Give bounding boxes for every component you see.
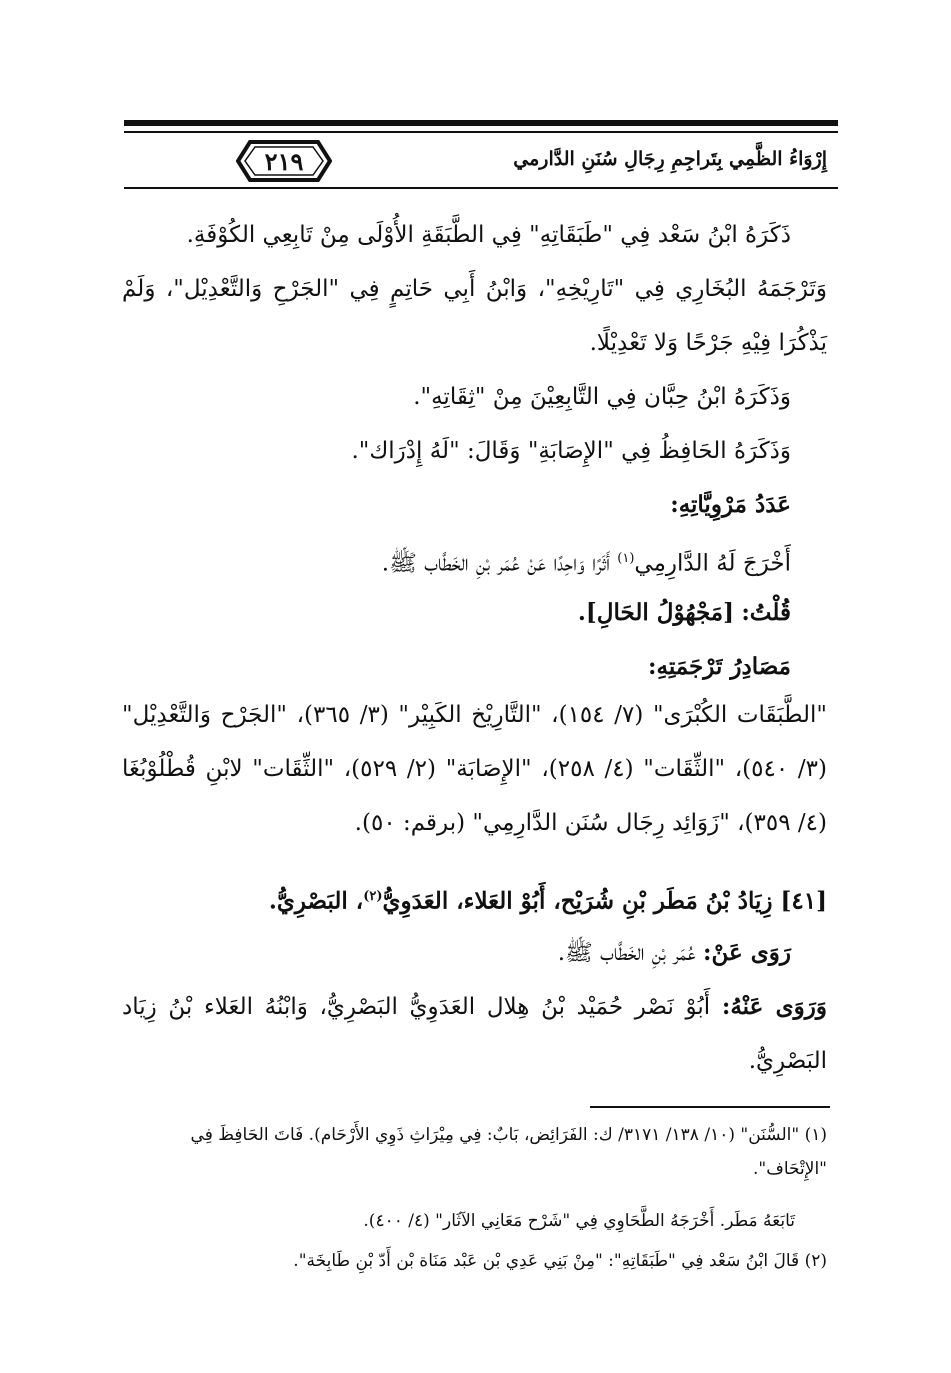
narrated-from-value: عُمَر بْنِ الخَطَّاب ﷺ. [557,940,696,966]
paragraph-ibn-hibban: وَذَكَرَهُ ابْنُ حِبَّان فِي التَّابِعِيْنَ مِنْ "ثِقَاتِهِ". [413,384,791,410]
footnote-1: (١) "السُّنَن" (١٠/ ١٣٨/ ٣١٧١/ ك: الفَرَائِض، بَابٌ: فِي مِيْرَاثِ ذَوِي الأَرْحَام). فَاتَ الحَافِظَ فِي "الإِتْحَاف". [190,1125,827,1179]
entry-title: زِيَادُ بْنُ مَطَر بْنِ شُرَيْح، أَبُوْ العَلاء، العَدَوِيُّ [382,887,773,915]
footnote-separator [590,1106,830,1108]
footnote-ref-2[interactable]: (٢) [363,889,383,904]
paragraph-darimi-narration [382,532,791,591]
qult-label: قُلْتُ: [741,599,791,626]
paragraph-narrated-from [558,926,791,980]
heading-sources: مَصَادِرُ تَرْجَمَتِهِ: [648,653,791,680]
entry-title-rest: ، البَصْرِيُّ. [268,887,364,915]
entry-number: [٤١] [780,887,827,915]
header-rule-thin [124,131,838,133]
header-rule-thick [124,120,838,126]
paragraph-narrated-by [122,980,827,1088]
footnote-1-continued: تَابَعَهُ مَطَر. أَخْرَجَهُ الطَّحَاوِي فِي "شَرْح مَعَانِي الآثَار" (٤/ ٤٠٠). [363,1211,795,1231]
heading-narrations-count: عَدَدُ مَرْوِيَّاتِهِ: [670,491,791,518]
footnote-2: (٢) قَالَ ابْنُ سَعْد فِي "طَبَقَاتِهِ": "مِنْ بَنِي عَدِي بْن عَبْد مَنَاة بْن أَدّ بْنِ طَابِخَة". [293,1251,827,1271]
paragraph-bukhari: وَتَرْجَمَهُ البُخَارِي فِي "تَارِيْخِهِ"، وَابْنُ أَبِي حَاتِمٍ فِي "الجَرْحِ وَالتَّعْدِيْل"، وَلَمْ يَذْكُرَا فِيْهِ جَرْحًا وَلا تَعْدِيْلًا. [122,276,827,356]
paragraph-sources: "الطَّبَقَات الكُبْرَى" (٧/ ١٥٤)، "التَّارِيْخ الكَبِيْر" (٣/ ٣٦٥)، "الجَرْح وَالتَّعْدِيْل" (٣/ ٥٤٠)، "الثِّقَات" (٤/ ٢٥٨)، "الإِصَابَة" (٢/ ٥٢٩)، "الثِّقَات" لابْنِ قُطْلُوْبُغَا (٤/ ٣٥٩)، "زَوَائِد رِجَال سُنَن الدَّارِمِي" (برقم: ٥٠). [122,702,828,836]
narrated-by-label: وَرَوَى عَنْهُ: [721,993,827,1020]
page-number-badge [236,138,332,184]
running-title: إِرْوَاءُ الظَّمِي بِتَراجِمِ رِجَالِ سُنَنِ الدَّارمي [513,148,827,170]
paragraph-ibn-saad: ذَكَرَهُ ابْنُ سَعْد فِي "طَبَقَاتِهِ" فِي الطَّبَقَةِ الأُوْلَى مِنْ تَابِعِي الكُوْفَةِ. [186,222,791,248]
narrated-from-label: رَوَى عَنْ: [703,939,791,966]
footnote-ref-1[interactable]: (١) [617,551,635,566]
qult-value: [مَجْهُوْلُ الحَالِ]. [577,599,734,626]
narrated-by-value: أَبُوْ نَصْر حُمَيْد بْنُ هِلال العَدَوِيُّ البَصْرِيُّ، وَابْنُهُ العَلاء بْنُ زِيَاد البَصْرِيُّ. [122,994,827,1074]
paragraph-qult [578,586,791,640]
narration-rest: أَثَرًا وَاحِدًا عَنْ عُمَر بْنِ الخَطَّاب ﷺ. [381,550,610,577]
entry-heading [269,870,827,929]
narration-text: أَخْرَجَ لَهُ الدَّارِمِي [634,550,791,577]
page-number: ٢١٩ [264,146,304,176]
header-rule-bottom [124,187,838,189]
paragraph-hafiz: وَذَكَرَهُ الحَافِظُ فِي "الإِصَابَةِ" وَقَالَ: "لَهُ إِدْرَاك". [351,438,791,464]
